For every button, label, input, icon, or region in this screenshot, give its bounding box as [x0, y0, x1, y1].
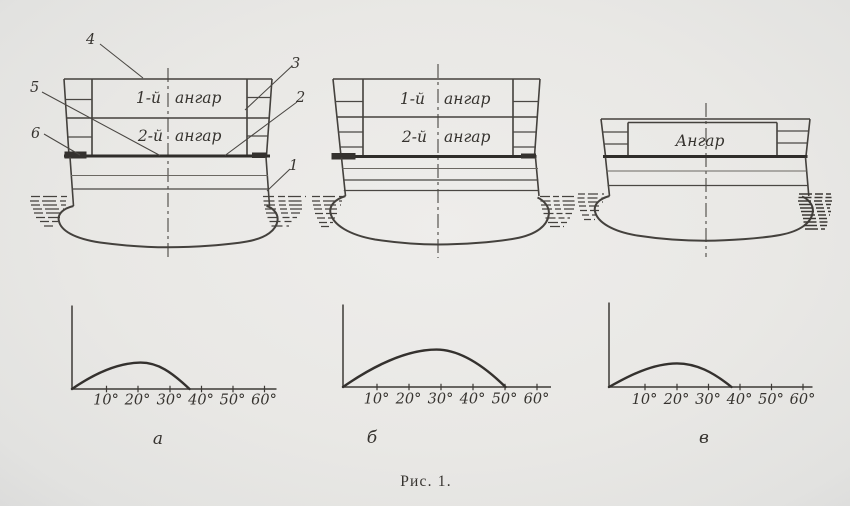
tick-label: 10° — [631, 392, 658, 408]
ship-b-deck-labels — [400, 90, 491, 146]
callout-5: 5 — [30, 80, 40, 96]
tick-label: 30° — [695, 392, 721, 408]
hull-bottom-b — [330, 196, 549, 245]
tick-label: 50° — [219, 392, 246, 409]
ship-section-v — [578, 103, 833, 257]
ship-section-a — [30, 32, 306, 257]
tick-label: 10° — [93, 392, 119, 409]
callout-2: 2 — [296, 90, 306, 106]
hangar2-name-a: ангар — [175, 127, 222, 145]
hull-bottom-v — [595, 196, 813, 241]
tick-label: 50° — [491, 391, 518, 408]
tick-label: 40° — [459, 391, 486, 408]
tick-label: 60° — [523, 391, 550, 408]
tick-label: 50° — [758, 392, 784, 408]
water-hatching-left-v — [578, 194, 605, 220]
hangar1-name-a: ангар — [175, 89, 222, 107]
tick-label: 30° — [156, 392, 183, 409]
hangar2-name-b: ангар — [444, 128, 491, 146]
hangar1-num-b: 1-й — [399, 90, 425, 108]
hull-sides-v — [606, 158, 809, 197]
tick-label: 60° — [251, 392, 277, 409]
tick-label: 20° — [124, 392, 151, 409]
superstructure-outline-b — [333, 79, 540, 156]
callout-1: 1 — [289, 158, 299, 174]
tick-label: 60° — [789, 392, 816, 408]
deck-step-right-b — [521, 154, 536, 159]
tick-label: 20° — [395, 391, 422, 408]
callout-3: 3 — [291, 56, 301, 72]
tick-label: 40° — [726, 392, 753, 408]
water-hatching-left-b — [312, 197, 343, 227]
side-gallery-dividers-b — [335, 102, 540, 148]
stability-curve-a — [71, 306, 277, 450]
tick-label: 10° — [363, 391, 390, 408]
water-hatching-right-v — [798, 194, 832, 229]
callout-4: 4 — [86, 32, 96, 48]
panel-label-a: а — [152, 429, 164, 449]
stability-curve-b — [342, 305, 551, 449]
deck-step-right-a — [252, 153, 267, 159]
hangar1-num-a: 1-й — [135, 89, 161, 107]
hangar-label-v: Ангар — [675, 132, 725, 150]
panel-label-b: б — [366, 428, 378, 448]
tick-label: 30° — [427, 391, 454, 408]
tick-label: 20° — [663, 392, 690, 408]
stability-curve-v — [608, 303, 815, 449]
righting-arm-curve-a — [72, 363, 190, 389]
tick-label: 40° — [188, 392, 214, 409]
hull-deck-lines-b — [343, 180, 539, 191]
hangar1-name-b: ангар — [444, 90, 491, 108]
callout-6: 6 — [31, 126, 41, 142]
panel-label-v: в — [699, 428, 709, 448]
water-hatching-right-a — [263, 197, 306, 227]
hangar2-num-b: 2-й — [401, 128, 427, 146]
righting-arm-curve-b — [343, 350, 506, 387]
hull-sides-a — [70, 157, 270, 206]
figure-caption: Рис. 1. — [400, 473, 452, 490]
deck-step-left-b — [332, 153, 356, 160]
hangar2-num-a: 2-й — [137, 127, 163, 145]
righting-arm-curve-v — [609, 363, 732, 387]
